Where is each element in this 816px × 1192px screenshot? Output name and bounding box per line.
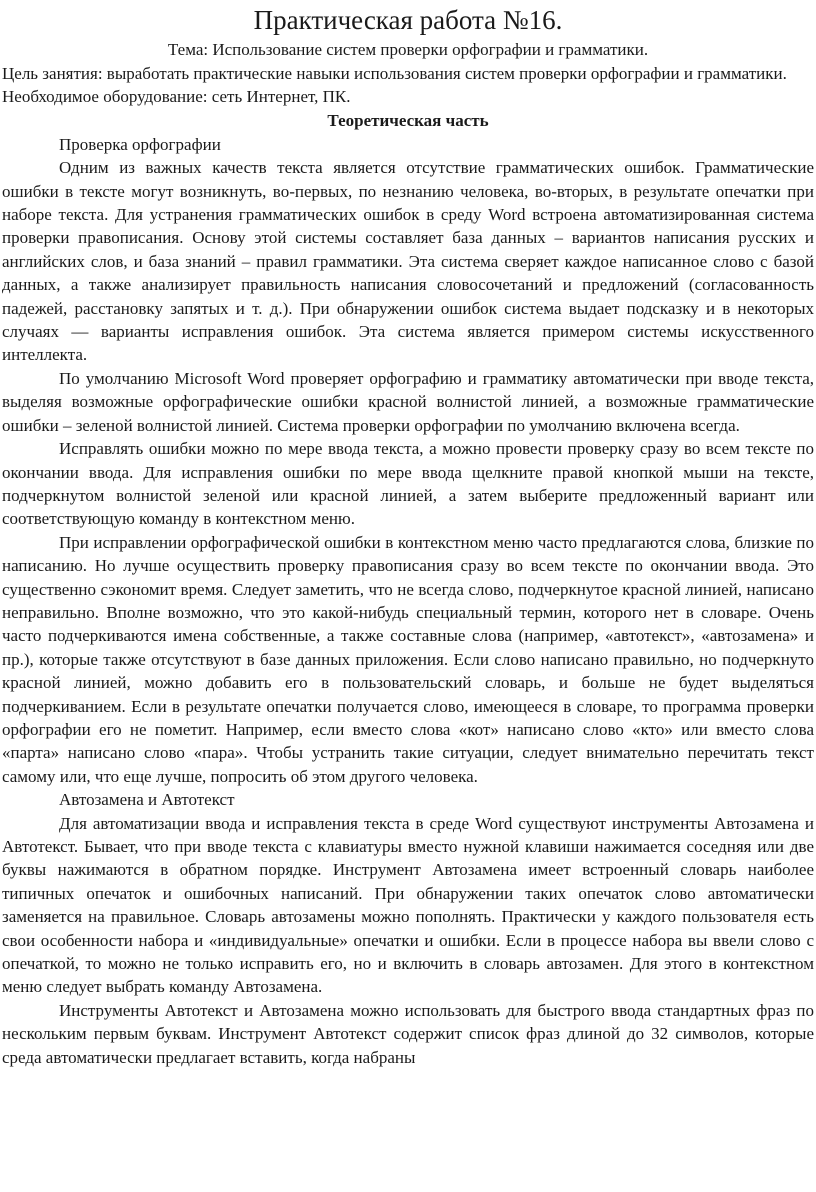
page-title: Практическая работа №16. bbox=[253, 5, 563, 35]
body-paragraph: По умолчанию Microsoft Word проверяет орфографию и грамматику автоматически при вводе текста, выделяя возможные орфографические ошибки красной волнистой линией, а возможные грамматические ошибки – зеленой волнистой линией. Система проверки орфографии по умолчанию включена всегда. bbox=[2, 368, 814, 435]
body-paragraph: Для автоматизации ввода и исправления текста в среде Word существуют инструменты Автозамена и Автотекст. Бывает, что при вводе текста с клавиатуры вместо нужной клавиши нажимается соседняя или две буквы нажимаются в обратном порядке. Инструмент Автозамена имеет встроенный словарь наиболее типичных опечаток и ошибочных написаний. При обнаружении таких опечаток слово автоматически заменяется на правильное. Словарь автозамены можно пополнять. Практически у каждого пользователя есть свои особенности набора и «индивидуальные» опечатки и ошибки. Если в процессе набора вы ввели слово с опечаткой, то можно не только исправить его, но и включить в словарь автозамен. Для этого в контекстном меню следует выбрать команду Автозамена. bbox=[2, 813, 814, 997]
body-paragraph: Инструменты Автотекст и Автозамена можно использовать для быстрого ввода стандартных фраз по нескольким первым буквам. Инструмент Автотекст содержит список фраз длиной до 32 символов, которые среда автоматически предлагает вставить, когда набраны bbox=[2, 1000, 814, 1067]
topic-line: Тема: Использование систем проверки орфографии и грамматики. bbox=[167, 40, 649, 59]
body-paragraph: При исправлении орфографической ошибки в контекстном меню часто предлагаются слова, близкие по написанию. Но лучше осуществить проверку правописания сразу во всем тексте по окончании ввода. Это существенно сэкономит время. Следует заметить, что не всегда слово, подчеркнутое красной линией, написано неправильно. Вполне возможно, что это какой-нибудь специальный термин, которого нет в словаре. Очень часто подчеркиваются имена собственные, а также составные слова (например, «автотекст», «автозамена» и пр.), которые также отсутствуют в базе данных приложения. Если слово написано правильно, но подчеркнуто красной линией, можно добавить его в пользовательский словарь, и больше не будет выделяться подчеркиванием. Если в результате опечатки получается слово, имеющееся в словаре, то программа проверки орфографии его не пометит. Например, если вместо слова «кот» написано слово «кто» или вместо слова «парта» написано слово «пара». Чтобы устранить такие ситуации, следует внимательно перечитать текст самому или, что еще лучше, попросить об этом другого человека. bbox=[2, 532, 814, 786]
autocorrect-heading: Автозамена и Автотекст bbox=[59, 790, 235, 810]
spelling-heading: Проверка орфографии bbox=[59, 134, 221, 154]
body-paragraph: Одним из важных качеств текста является отсутствие грамматических ошибок. Грамматические ошибки в тексте могут возникнуть, во-первых, по незнанию человека, во-вторых, в результате опечатки при наборе текста. Для устранения грамматических ошибок в среду Word встроена автоматизированная система проверки правописания. Основу этой системы составляет база данных – вариантов написания русских и английских слов, и база знаний – правил грамматики. Эта система сверяет каждое написанное слово с базой данных, а также анализирует правильность написания словосочетаний и предложений (согласованность падежей, расстановку запятых и т. д.). При обнаружении ошибок система выдает подсказку и в некоторых случаях — варианты исправления ошибок. Эта система является примером системы искусственного интеллекта. bbox=[2, 158, 814, 365]
goal-paragraph: Цель занятия: выработать практические навыки использования систем проверки орфографии и грамматики. bbox=[2, 64, 787, 83]
equipment-paragraph: Необходимое оборудование: сеть Интернет, ПК. bbox=[2, 87, 351, 107]
body-paragraph: Исправлять ошибки можно по мере ввода текста, а можно провести проверку сразу во всем тексте по окончании ввода. Для исправления ошибки по мере ввода щелкните правой кнопкой мыши на тексте, подчеркнутом волнистой зеленой или красной линией, а затем выберите предложенный вариант или соответствующую команду в контекстном меню. bbox=[2, 439, 814, 529]
theory-heading: Теоретическая часть bbox=[327, 110, 489, 130]
